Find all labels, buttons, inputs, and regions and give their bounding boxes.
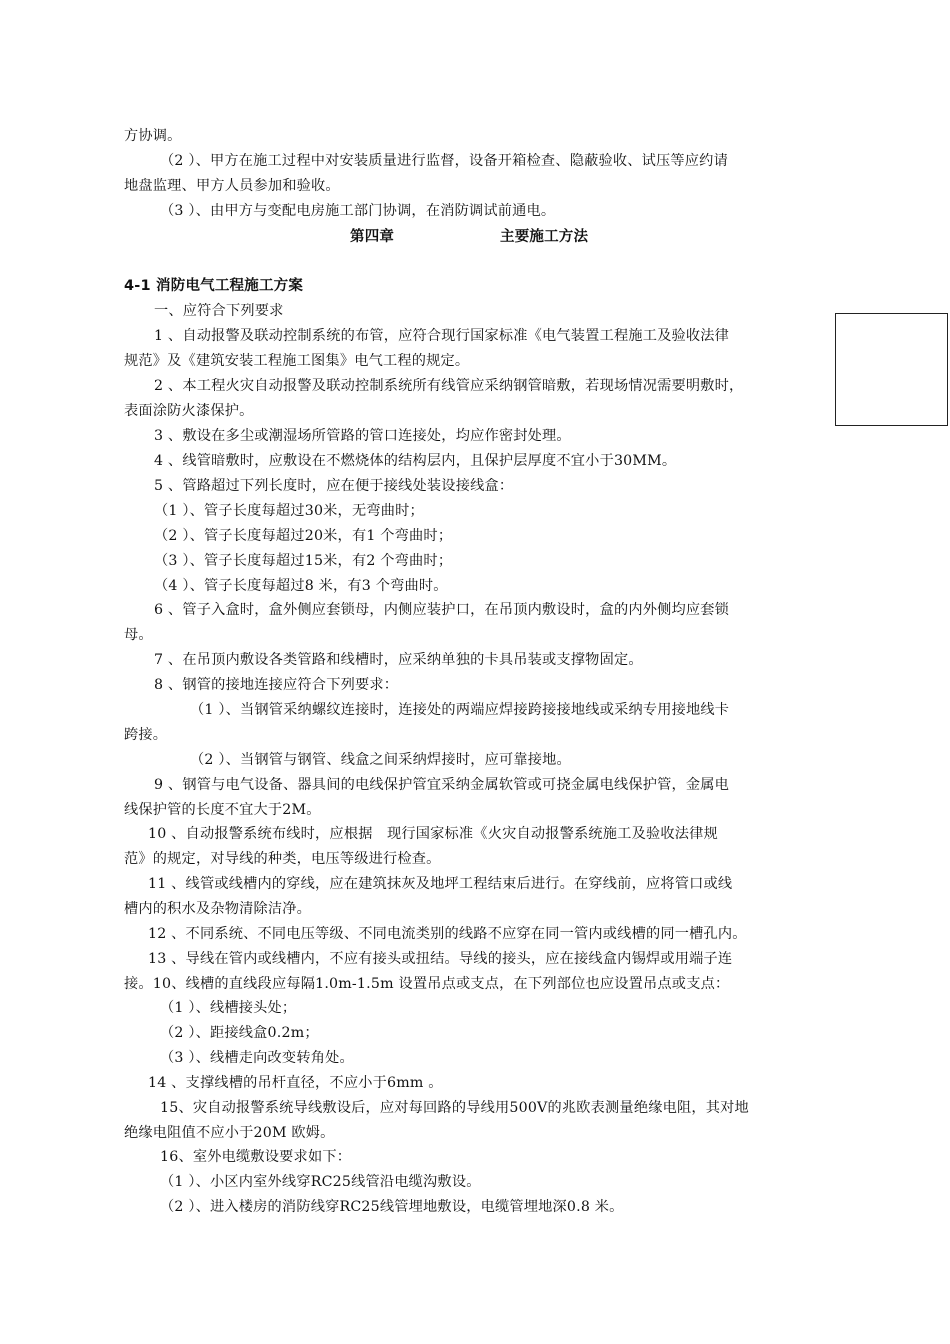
text-line: 地盘监理、甲方人员参加和验收。 — [124, 178, 340, 194]
text-line: （3 ）、线槽走向改变转角处。 — [160, 1050, 354, 1066]
text-line: 槽内的积水及杂物清除洁净。 — [124, 901, 312, 917]
text-line: （3 ）、由甲方与变配电房施工部门协调，在消防调试前通电。 — [160, 203, 556, 219]
text-line: 5 、管路超过下列长度时，应在便于接线处装设接线盒： — [154, 478, 514, 494]
text-line: （1 ）、线槽接头处； — [160, 1000, 297, 1016]
text-line: 8 、钢管的接地连接应符合下列要求： — [154, 677, 399, 693]
text-line: 母。 — [124, 627, 153, 643]
text-line: 跨接。 — [124, 727, 168, 743]
margin-box — [835, 313, 948, 426]
text-line: 7 、在吊顶内敷设各类管路和线槽时，应采纳单独的卡具吊装或支撑物固定。 — [154, 652, 643, 668]
text-line: 13 、导线在管内或线槽内，不应有接头或扭结。导线的接头，应在接线盒内锡焊或用端子连 — [148, 951, 733, 967]
text-line: 11 、线管或线槽内的穿线，应在建筑抹灰及地坪工程结束后进行。在穿线前，应将管口或线 — [148, 876, 733, 892]
text-line: （2 ）、距接线盒0.2m； — [160, 1025, 319, 1041]
text-line: （1 ）、当钢管采纳螺纹连接时，连接处的两端应焊接跨接接地线或采纳专用接地线卡 — [190, 702, 730, 718]
text-line: 表面涂防火漆保护。 — [124, 403, 254, 419]
text-line: 12 、不同系统、不同电压等级、不同电流类别的线路不应穿在同一管内或线槽的同一槽孔内。 — [148, 926, 747, 942]
text-line: （2 ）、管子长度每超过20米，有1 个弯曲时； — [154, 528, 453, 544]
text-line: 规范》及《建筑安装工程施工图集》电气工程的规定。 — [124, 353, 470, 369]
text-line: （2 ）、甲方在施工过程中对安装质量进行监督，设备开箱检查、隐蔽验收、试压等应约请 — [160, 153, 728, 169]
text-line: 15、灾自动报警系统导线敷设后，应对每回路的导线用500V的兆欧表测量绝缘电阻，其对地 — [160, 1100, 749, 1116]
text-line: 16、室外电缆敷设要求如下： — [160, 1149, 352, 1165]
text-line: 线保护管的长度不宜大于2M。 — [124, 802, 321, 818]
text-line: 6 、管子入盒时，盒外侧应套锁母，内侧应装护口，在吊顶内敷设时，盒的内外侧均应套锁 — [154, 602, 730, 618]
text-line: （2 ）、当钢管与钢管、线盒之间采纳焊接时，应可靠接地。 — [190, 752, 571, 768]
text-line: 14 、支撑线槽的吊杆直径，不应小于6mm 。 — [148, 1075, 443, 1091]
text-line: 范》的规定，对导线的种类，电压等级进行检查。 — [124, 851, 441, 867]
text-line: 一、应符合下列要求 — [154, 303, 284, 319]
text-line: 2 、本工程火灾自动报警及联动控制系统所有线管应采纳钢管暗敷，若现场情况需要明敷时， — [154, 378, 744, 394]
text-line: （4 ）、管子长度每超过8 米，有3 个弯曲时。 — [154, 578, 448, 594]
text-line: 3 、敷设在多尘或潮湿场所管路的管口连接处，均应作密封处理。 — [154, 428, 571, 444]
text-line: （3 ）、管子长度每超过15米，有2 个弯曲时； — [154, 553, 453, 569]
text-line: 绝缘电阻值不应小于20M 欧姆。 — [124, 1125, 335, 1141]
text-line: （1 ）、小区内室外线穿RC25线管沿电缆沟敷设。 — [160, 1174, 481, 1190]
text-line: 1 、自动报警及联动控制系统的布管，应符合现行国家标准《电气装置工程施工及验收法律 — [154, 328, 730, 344]
text-line: （2 ）、进入楼房的消防线穿RC25线管埋地敷设，电缆管埋地深0.8 米。 — [160, 1199, 624, 1215]
text-line: （1 ）、管子长度每超过30米，无弯曲时； — [154, 503, 424, 519]
text-line: 方协调。 — [124, 128, 182, 144]
text-line: 接。10、线槽的直线段应每隔1.0m-1.5m 设置吊点或支点，在下列部位也应设置吊点或支点： — [124, 976, 730, 992]
chapter-number: 第四章 — [350, 229, 395, 245]
section-heading: 4-1 消防电气工程施工方案 — [124, 278, 304, 294]
text-line: 4 、线管暗敷时，应敷设在不燃烧体的结构层内，且保护层厚度不宜小于30MM。 — [154, 453, 677, 469]
text-line: 10 、自动报警系统布线时，应根据 现行国家标准《火灾自动报警系统施工及验收法律规 — [148, 826, 718, 842]
chapter-title: 主要施工方法 — [500, 229, 589, 245]
text-line: 9 、钢管与电气设备、器具间的电线保护管宜采纳金属软管或可挠金属电线保护管，金属电 — [154, 777, 730, 793]
